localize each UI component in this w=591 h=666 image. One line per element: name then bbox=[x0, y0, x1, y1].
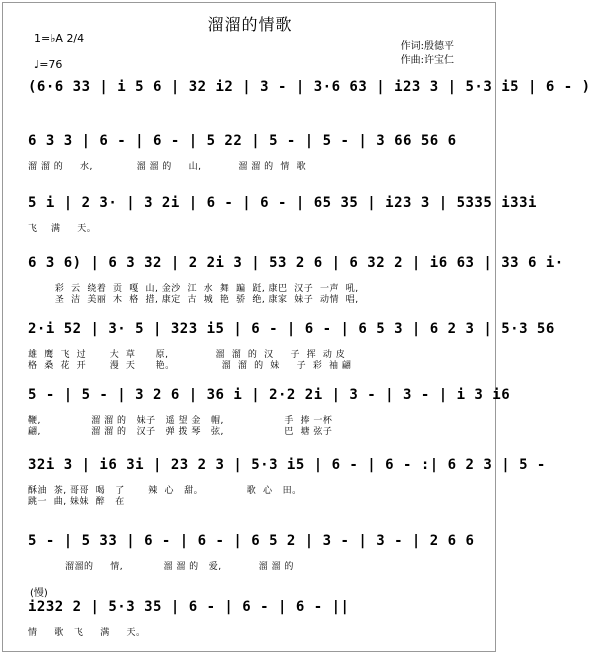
score-system-2 bbox=[0, 130, 500, 200]
credits bbox=[401, 40, 454, 68]
lyric-line-2: 格 桑 花 开 漫 天 艳。 溜 溜 的 妹 子 彩 袖 翩 bbox=[28, 361, 352, 371]
lyric-line-1: 飞 满 天。 bbox=[28, 224, 97, 234]
lyric-line-1: 溜溜的 情, 溜 溜 的 爱, 溜 溜 的 bbox=[28, 562, 294, 572]
lyric-line-1: 彩 云 绕着 贡 嘎 山, 金沙 江 水 舞 蹁 跹, 康巴 汉子 一声 吼, bbox=[28, 284, 359, 294]
lyric-line-2: 翩, 溜 溜 的 汉子 弹 拨 琴 弦, 巴 塘 弦子 bbox=[28, 427, 333, 437]
composer-credit: 作曲:许宝仁 bbox=[400, 55, 454, 66]
notation-line: i232 2 | 5·3 35 | 6 - | 6 - | 6 - || bbox=[28, 599, 350, 615]
score-system-6 bbox=[0, 384, 511, 454]
key: 1=♭A bbox=[34, 32, 63, 45]
notation-line: 5 - | 5 33 | 6 - | 6 - | 6 5 2 | 3 - | 3 - | 2 6 6 bbox=[28, 533, 475, 549]
key-signature bbox=[34, 33, 84, 45]
lyric-line-1: 雄 鹰 飞 过 大 草 原, 溜 溜 的 汉 子 挥 动 皮 bbox=[28, 350, 346, 360]
tempo-change-marker: (慢) bbox=[30, 588, 48, 599]
tempo-marking: ♩=76 bbox=[34, 58, 63, 71]
score-system-4 bbox=[0, 252, 564, 322]
notation-line: 6 3 3 | 6 - | 6 - | 5 22 | 5 - | 5 - | 3 66 56 6 bbox=[28, 133, 457, 149]
score-system-5 bbox=[0, 318, 555, 388]
lyric-line-2: 圣 洁 美丽 木 格 措, 康定 古 城 艳 骄 绝, 康家 妹子 动情 唱, bbox=[28, 295, 359, 305]
time-signature: 2/4 bbox=[66, 32, 85, 45]
notation-line: 5 i | 2 3· | 3 2i | 6 - | 6 - | 65 35 | i23 3 | 5335 i33i bbox=[28, 195, 537, 211]
song-title: 溜溜的情歌 bbox=[207, 15, 293, 34]
score-system-7 bbox=[0, 454, 546, 524]
lyric-line-1: 鞭, 溜 溜 的 妹子 遥 望 金 帽, 手 捧 一杯 bbox=[28, 416, 333, 426]
score-system-9 bbox=[0, 588, 500, 666]
lyric-line-1: 溜 溜 的 水, 溜 溜 的 山, 溜 溜 的 情 歌 bbox=[28, 162, 307, 172]
notation-line: 6 3 6) | 6 3 32 | 2 2i 3 | 53 2 6 | 6 32 2 | i6 63 | 33 6 i· bbox=[28, 255, 564, 271]
notation-line: (6·6 33 | i 5 6 | 32 i2 | 3 - | 3·6 63 | i23 3 | 5·3 i5 | 6 - ) bbox=[28, 79, 591, 95]
lyric-line-2: 跳一 曲, 妹妹 醉 在 bbox=[28, 497, 125, 507]
lyric-line-1: 酥油 茶, 哥哥 喝 了 辣 心 甜。 歌 心 田。 bbox=[28, 486, 302, 496]
lyricist-credit: 作词:殷德平 bbox=[400, 41, 454, 52]
score-system-8 bbox=[0, 530, 500, 600]
notation-line: 32i 3 | i6 3i | 23 2 3 | 5·3 i5 | 6 - | 6 - :| 6 2 3 | 5 - bbox=[28, 457, 546, 473]
notation-line: 2·i 52 | 3· 5 | 323 i5 | 6 - | 6 - | 6 5 3 | 6 2 3 | 5·3 56 bbox=[28, 321, 555, 337]
lyric-line-1: 情 歌 飞 满 天。 bbox=[28, 628, 146, 638]
notation-line: 5 - | 5 - | 3 2 6 | 36 i | 2·2 2i | 3 - | 3 - | i 3 i6 bbox=[28, 387, 511, 403]
